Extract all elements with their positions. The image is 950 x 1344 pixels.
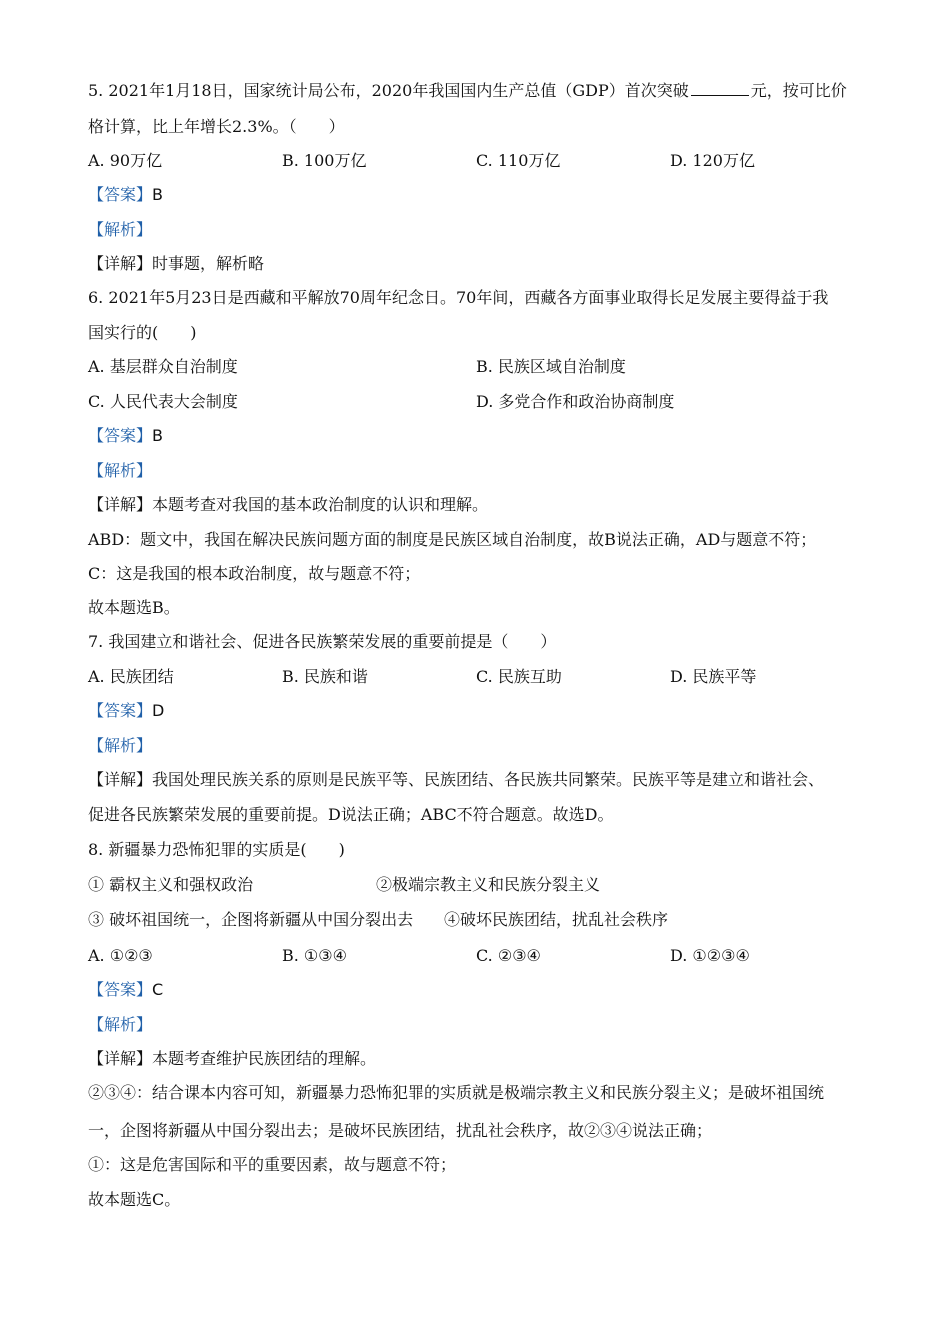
question-8-detail-line2: ②③④：结合课本内容可知，新疆暴力恐怖犯罪的实质就是极端宗教主义和民族分裂主义；是破坏祖国统 <box>88 1083 825 1102</box>
question-7-option-a: A. 民族团结 <box>88 667 174 686</box>
question-5-detail <box>88 253 264 275</box>
question-8-item-4: ④破坏民族团结，扰乱社会秩序 <box>444 910 669 929</box>
question-5-option-c: C. 110万亿 <box>476 151 561 170</box>
question-7-option-d: D. 民族平等 <box>670 667 757 686</box>
question-5-option-a: A. 90万亿 <box>88 151 163 170</box>
question-6-option-b: B. 民族区域自治制度 <box>476 357 626 376</box>
question-5-option-d: D. 120万亿 <box>670 151 755 170</box>
detail-tag: 【详解】 <box>88 254 153 273</box>
question-7-stem: 7. 我国建立和谐社会、促进各民族繁荣发展的重要前提是（ ） <box>88 632 557 651</box>
question-6-option-d: D. 多党合作和政治协商制度 <box>476 392 675 411</box>
answer-value: B <box>152 185 163 204</box>
question-8-item-1: ① 霸权主义和强权政治 <box>88 875 254 894</box>
answer-value: C <box>152 980 164 999</box>
question-8-option-d: D. ①②③④ <box>670 946 750 965</box>
detail-text: 时事题，解析略 <box>152 254 265 273</box>
question-7-detail-line1 <box>88 769 824 791</box>
question-8-option-a: A. ①②③ <box>88 946 153 965</box>
question-7-analysis-tag: 【解析】 <box>88 736 153 755</box>
question-7-option-c: C. 民族互助 <box>476 667 562 686</box>
question-7-detail-line2: 促进各民族繁荣发展的重要前提。D说法正确；ABC不符合题意。故选D。 <box>88 805 614 824</box>
question-6-detail-line2: ABD：题文中，我国在解决民族问题方面的制度是民族区域自治制度，故B说法正确，AD与题意不符； <box>88 530 817 549</box>
question-8-option-c: C. ②③④ <box>476 946 541 965</box>
answer-tag: 【答案】 <box>88 701 153 720</box>
question-8-detail-line5: 故本题选C。 <box>88 1190 181 1209</box>
question-6-answer <box>88 425 163 447</box>
question-6-detail-line3: C：这是我国的根本政治制度，故与题意不符； <box>88 564 421 583</box>
detail-text: 本题考查维护民族团结的理解。 <box>152 1049 377 1068</box>
question-6-stem-line1: 6. 2021年5月23日是西藏和平解放70周年纪念日。70年间，西藏各方面事业取得长足发展主要得益于我 <box>88 288 829 307</box>
question-8-option-b: B. ①③④ <box>282 946 347 965</box>
answer-value: D <box>152 701 165 720</box>
answer-tag: 【答案】 <box>88 980 153 999</box>
question-8-item-3: ③ 破坏祖国统一，企图将新疆从中国分裂出去 <box>88 910 414 929</box>
question-8-detail-line1 <box>88 1048 376 1070</box>
question-5-stem-line1: 5. 2021年1月18日，国家统计局公布，2020年我国国内生产总值（GDP）首次突破 <box>88 81 689 100</box>
question-8-detail-line4: ①：这是危害国际和平的重要因素，故与题意不符； <box>88 1155 457 1174</box>
question-8-stem: 8. 新疆暴力恐怖犯罪的实质是( ) <box>88 840 345 859</box>
question-5-stem-line1-end: 元，按可比价 <box>750 81 847 100</box>
question-6-detail-line4: 故本题选B。 <box>88 598 180 617</box>
question-6-option-c: C. 人民代表大会制度 <box>88 392 238 411</box>
question-8-item-2: ②极端宗教主义和民族分裂主义 <box>376 875 601 894</box>
question-6-analysis-tag: 【解析】 <box>88 461 153 480</box>
answer-tag: 【答案】 <box>88 185 153 204</box>
question-7-answer <box>88 700 164 722</box>
detail-tag: 【详解】 <box>88 1049 153 1068</box>
answer-blank <box>691 81 749 96</box>
detail-tag: 【详解】 <box>88 770 153 789</box>
answer-value: B <box>152 426 163 445</box>
question-8-detail-line3: 一，企图将新疆从中国分裂出去；是破坏民族团结，扰乱社会秩序，故②③④说法正确； <box>88 1121 713 1140</box>
detail-text: 本题考查对我国的基本政治制度的认识和理解。 <box>152 495 489 514</box>
detail-tag: 【详解】 <box>88 495 153 514</box>
question-6-detail-line1 <box>88 494 488 516</box>
question-6-option-a: A. 基层群众自治制度 <box>88 357 238 376</box>
question-5-option-b: B. 100万亿 <box>282 151 367 170</box>
question-8-answer <box>88 979 163 1001</box>
question-5-answer <box>88 184 163 206</box>
question-7-option-b: B. 民族和谐 <box>282 667 368 686</box>
answer-tag: 【答案】 <box>88 426 153 445</box>
question-6-stem-line2: 国实行的( ) <box>88 323 197 342</box>
question-5-stem <box>88 80 847 102</box>
question-8-analysis-tag: 【解析】 <box>88 1015 153 1034</box>
detail-text: 我国处理民族关系的原则是民族平等、民族团结、各民族共同繁荣。民族平等是建立和谐社会、 <box>152 770 825 789</box>
question-5-stem-line2: 格计算，比上年增长2.3%。（ ） <box>88 117 345 136</box>
question-5-analysis-tag: 【解析】 <box>88 220 153 239</box>
